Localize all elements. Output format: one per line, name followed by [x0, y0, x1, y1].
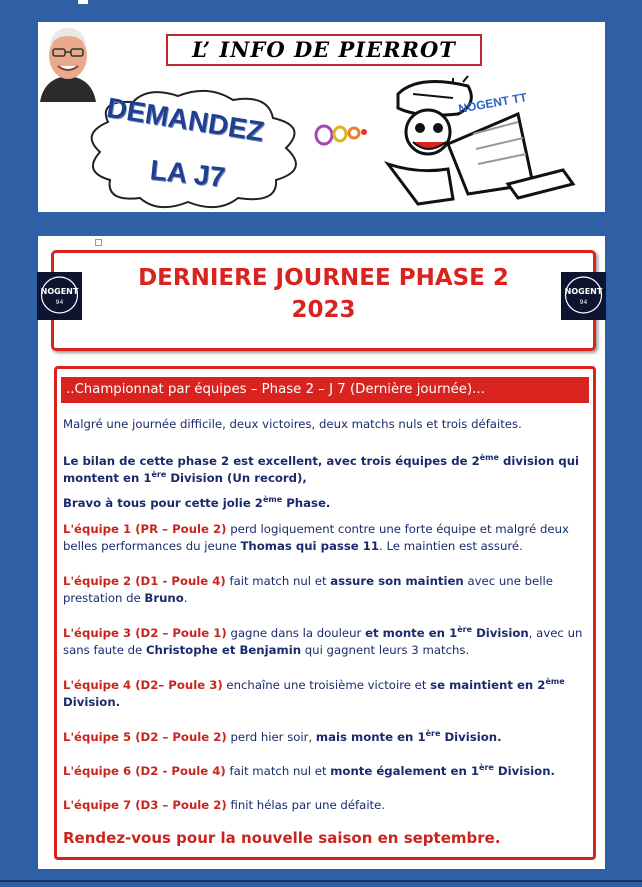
closing-line: Rendez-vous pour la nouvelle saison en septembre. [63, 829, 501, 847]
team-3-label: L'équipe 3 (D2 – Poule 1) [63, 626, 227, 640]
intro-paragraph: Malgré une journée difficile, deux victoires, deux matchs nuls et trois défaites. [63, 417, 522, 431]
title-line-2: 2023 [291, 297, 356, 323]
header-panel [38, 22, 605, 212]
cloud-text-line-1: DEMANDEZ [104, 91, 267, 148]
team-4-paragraph: L'équipe 4 (D2– Poule 3) enchaîne une troisième victoire et se maintient en 2ème Division. [63, 677, 565, 709]
article-panel [38, 236, 605, 869]
logo-left-number: 94 [55, 299, 64, 306]
team-5-paragraph: L'équipe 5 (D2 – Poule 2) perd hier soir, mais monte en 1ère Division. [63, 729, 502, 744]
club-logo-right [561, 272, 606, 320]
team-2-label: L'équipe 2 (D1 - Poule 4) [63, 574, 226, 588]
masthead-title: L’ INFO DE PIERROT [166, 34, 482, 66]
bottom-rule [0, 880, 642, 882]
top-notch [78, 0, 88, 4]
title-line-1: DERNIERE JOURNEE PHASE 2 [138, 265, 509, 291]
team-4-label: L'équipe 4 (D2– Poule 3) [63, 678, 223, 692]
team-2-paragraph: L'équipe 2 (D1 - Poule 4) fait match nul et assure son maintien avec une belle prestation de Bruno. [63, 574, 553, 605]
logo-right-number: 94 [579, 299, 588, 306]
logo-right-text: NOGENT [564, 287, 603, 296]
team-5-label: L'équipe 5 (D2 – Poule 2) [63, 730, 227, 744]
bilan-paragraph: Le bilan de cette phase 2 est excellent, avec trois équipes de 2ème division qui montent en 1ère Division (Un record), [63, 453, 580, 485]
title-box [51, 250, 596, 351]
logo-left-text: NOGENT [40, 287, 79, 296]
team-3-paragraph: L'équipe 3 (D2 – Poule 1) gagne dans la douleur et monte en 1ère Division, avec un sans faute de Christophe et Benjamin qui gagnent leurs 3 matchs. [63, 625, 583, 657]
team-6-paragraph: L'équipe 6 (D2 - Poule 4) fait match nul et monte également en 1ère Division. [63, 763, 555, 778]
content-box [54, 366, 596, 860]
section-banner: ..Championnat par équipes – Phase 2 – J 7 (Dernière journée)... [61, 377, 589, 403]
team-7-label: L'équipe 7 (D3 – Poule 2) [63, 798, 227, 812]
team-7-paragraph: L'équipe 7 (D3 – Poule 2) finit hélas par une défaite. [63, 798, 386, 812]
team-6-label: L'équipe 6 (D2 - Poule 4) [63, 764, 226, 778]
newsboy-label: NOGENT TT [457, 90, 529, 116]
cloud-text-line-2: LA J7 [148, 154, 227, 193]
bravo-paragraph: Bravo à tous pour cette jolie 2ème Phase. [63, 495, 331, 510]
small-square-marker [95, 239, 102, 246]
club-logo-left [37, 272, 82, 320]
team-1-label: L'équipe 1 (PR – Poule 2) [63, 522, 227, 536]
team-1-paragraph: L'équipe 1 (PR – Poule 2) perd logiquement contre une forte équipe et malgré deux belles performances du jeune Thomas qui passe 11. Le maintien est assuré. [63, 522, 569, 553]
newsboy-illustration-icon [358, 74, 583, 209]
speech-cloud [78, 82, 318, 212]
